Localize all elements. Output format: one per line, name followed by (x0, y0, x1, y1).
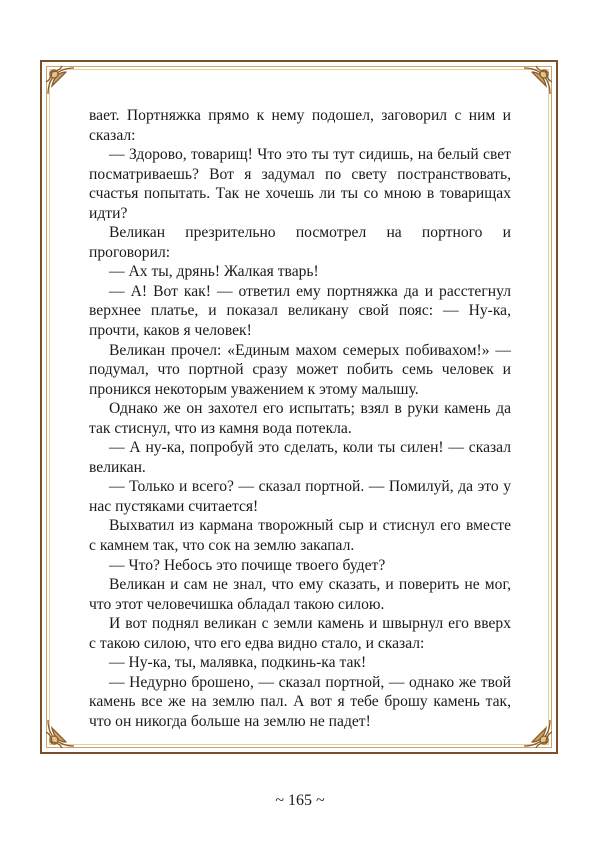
paragraph: Однако же он захотел его испытать; взял в руки камень да так стиснул, что из камня вода потекла. (89, 400, 511, 437)
paragraph: — Ну-ка, ты, малявка, подкинь-ка так! (109, 654, 367, 672)
ornament-corner-icon (520, 716, 554, 750)
paragraph: — А ну-ка, попробуй это сделать, коли ты силен! — сказал великан. (89, 439, 511, 476)
paragraph: Великан презрительно посмотрел на портного и проговорил: (89, 224, 511, 261)
ornament-corner-icon (44, 716, 78, 750)
paragraph: Великан и сам не знал, что ему сказать, и поверить не мог, что этот человечишка обладал такою силою. (89, 576, 511, 613)
paragraph: — Только и всего? — сказал портной. — Помилуй, да это у нас пустяками считается! (89, 478, 511, 515)
paragraph: — Ах ты, дрянь! Жалкая тварь! (109, 263, 319, 281)
page-number: ~ 165 ~ (275, 792, 325, 809)
paragraph: Великан прочел: «Единым махом семерых побивахом!» — подумал, что портной сразу может побить семь человек и проникся некоторым уважением к этому малышу. (89, 341, 511, 398)
paragraph: — Что? Небось это почище твоего будет? (109, 556, 386, 574)
paragraph: вает. Портняжка прямо к нему подошел, заговорил с ним и сказал: (89, 107, 511, 144)
paragraph: — А! Вот как! — ответил ему портняжка да и расстегнул верхнее платье, и показал великану свой пояс: — Ну-ка, прочти, каков я человек! (89, 282, 511, 340)
ornament-corner-icon (44, 64, 78, 98)
ornament-corner-icon (520, 64, 554, 98)
paragraph: — Здорово, товарищ! Что это ты тут сидишь, на белый свет посматриваешь? Вот я задумал по свету постранствовать, счастья попытать. Так не хочешь ли ты со мною в товарищах идти? (89, 146, 511, 222)
paragraph: — Недурно брошено, — сказал портной, — однако же твой камень все же на землю пал. А вот я тебе брошу камень так, что он никогда больше на землю не падет! (89, 673, 511, 730)
paragraph: И вот поднял великан с земли камень и швырнул его вверх с такою силою, что его едва видно стало, и сказал: (89, 615, 511, 652)
paragraph: Выхватил из кармана творожный сыр и стиснул его вместе с камнем так, что сок на землю закапал. (89, 517, 511, 555)
body-text (89, 106, 511, 732)
